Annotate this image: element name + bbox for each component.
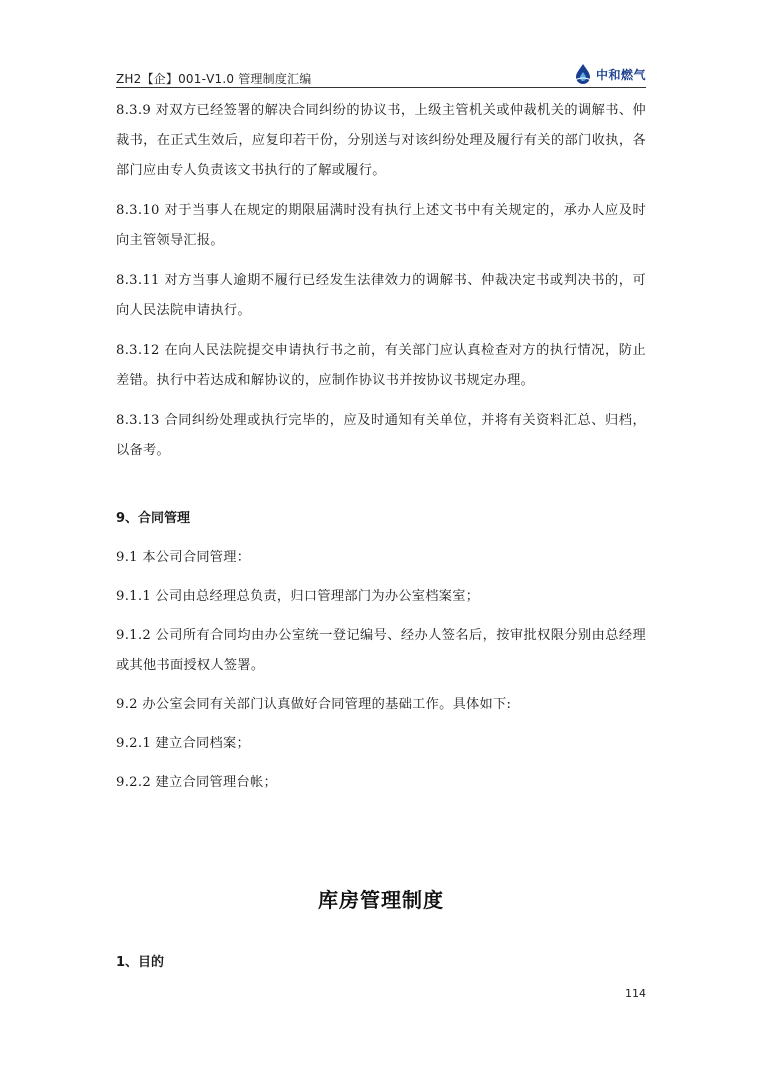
clause-9-2-1: 9.2.1 建立合同档案；: [116, 736, 250, 751]
warehouse-policy-title: 库房管理制度: [318, 888, 444, 912]
section-9-heading: 9、合同管理: [116, 511, 191, 526]
clause-9-2: 9.2 办公室会同有关部门认真做好合同管理的基础工作。具体如下:: [116, 697, 512, 712]
logo-text: 中和燃气: [595, 67, 646, 82]
clause-8-3-11: 8.3.11 对方当事人逾期不履行已经发生法律效力的调解书、仲裁决定书或判决书的，可向人民法院申请执行。: [116, 273, 646, 318]
clause-8-3-10: 8.3.10 对于当事人在规定的期限届满时没有执行上述文书中有关规定的，承办人应及时向主管领导汇报。: [116, 203, 646, 248]
clause-9-2-2: 9.2.2 建立合同管理台帐；: [116, 775, 277, 790]
page-header: [116, 60, 646, 88]
purpose-heading: 1、目的: [116, 955, 165, 970]
header-rule: [116, 87, 646, 88]
page-number: 114: [625, 987, 646, 1000]
document-body: [116, 96, 646, 807]
clause-8-3-9: 8.3.9 对双方已经签署的解决合同纠纷的协议书，上级主管机关或仲裁机关的调解书、仲裁书，在正式生效后，应复印若干份，分别送与对该纠纷处理及履行有关的部门收执，各部门应由专人负责该文书执行的了解或履行。: [116, 103, 646, 178]
company-logo: [573, 62, 646, 86]
header-doc-code: ZH2【企】001-V1.0 管理制度汇编: [116, 72, 312, 86]
clause-9-1: 9.1 本公司合同管理：: [116, 550, 251, 565]
flame-drop-logo-icon: [573, 63, 593, 85]
clause-9-1-1: 9.1.1 公司由总经理总负责，归口管理部门为办公室档案室；: [116, 589, 480, 604]
clause-9-1-2: 9.1.2 公司所有合同均由办公室统一登记编号、经办人签名后，按审批权限分别由总经理或其他书面授权人签署。: [116, 628, 646, 673]
clause-8-3-13: 8.3.13 合同纠纷处理或执行完毕的，应及时通知有关单位，并将有关资料汇总、归档，以备考。: [116, 413, 646, 458]
clause-8-3-12: 8.3.12 在向人民法院提交申请执行书之前，有关部门应认真检查对方的执行情况，防止差错。执行中若达成和解协议的，应制作协议书并按协议书规定办理。: [116, 343, 646, 388]
